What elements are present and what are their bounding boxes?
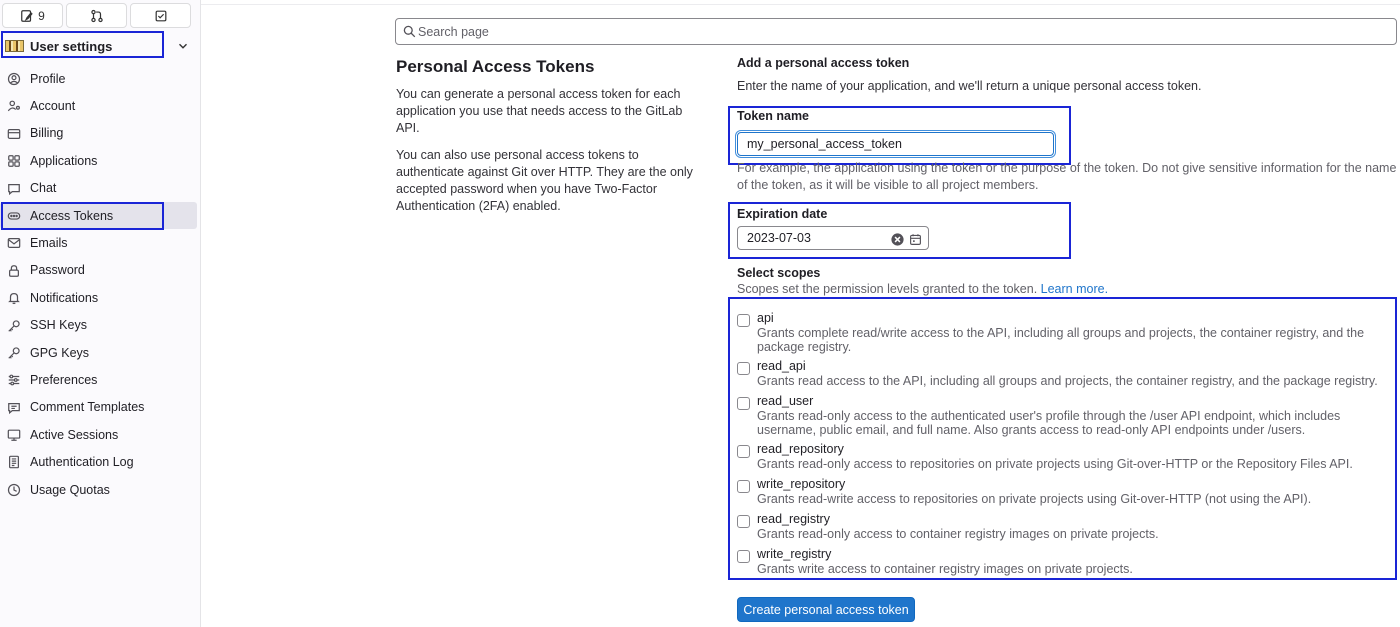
scope-description: Grants read-only access to container registry images on private projects. xyxy=(757,527,1159,541)
search-bar[interactable] xyxy=(395,18,1397,45)
sidebar-item-ssh-keys[interactable] xyxy=(0,312,201,339)
scope-description: Grants read-write access to repositories on private projects using Git-over-HTTP (not using the API). xyxy=(757,492,1312,506)
applications-icon xyxy=(7,154,21,168)
clear-icon[interactable] xyxy=(891,233,904,246)
sidebar-item-label: Chat xyxy=(30,181,57,196)
scope-item-write-repository xyxy=(737,477,1397,509)
scope-checkbox[interactable] xyxy=(737,480,750,493)
sidebar-item-label: Password xyxy=(30,263,85,278)
sidebar-item-account[interactable] xyxy=(0,92,201,119)
issues-count: 9 xyxy=(38,8,45,23)
scopes-help-text: Scopes set the permission levels granted to the token. xyxy=(737,282,1038,296)
intro-paragraph-2: You can also use personal access tokens to authenticate against Git over HTTP. They are the only accepted password when you have Two-Factor Authentication (2FA) enabled. xyxy=(396,148,693,213)
issues-icon xyxy=(20,9,34,23)
sidebar-item-label: Preferences xyxy=(30,372,98,387)
context-title: User settings xyxy=(30,39,113,54)
sidebar-item-emails[interactable] xyxy=(0,229,201,256)
billing-icon xyxy=(7,127,21,141)
scope-description: Grants read-only access to the authenticated user's profile through the /user API endpoint, which includes username, public email, and full name. Also grants access to read-only API endpoints under /users. xyxy=(757,409,1341,437)
sidebar-item-preferences[interactable] xyxy=(0,366,201,393)
scope-name: api xyxy=(757,311,774,325)
sidebar-item-label: Profile xyxy=(30,71,66,86)
scope-checkbox[interactable] xyxy=(737,515,750,528)
user-avatar xyxy=(5,40,24,52)
scope-item-read-repository xyxy=(737,442,1397,474)
sidebar-item-usage-quotas[interactable] xyxy=(0,476,201,503)
scope-checkbox[interactable] xyxy=(737,397,750,410)
key-icon xyxy=(7,346,21,360)
sidebar-item-label: Account xyxy=(30,99,76,114)
sidebar-item-notifications[interactable] xyxy=(0,284,201,311)
chat-icon xyxy=(7,182,21,196)
expiration-value: 2023-07-03 xyxy=(747,231,811,245)
intro-section xyxy=(396,57,716,225)
todo-icon xyxy=(154,9,168,23)
scope-item-read-registry xyxy=(737,512,1397,544)
scope-description: Grants read access to the API, including all groups and projects, the container registry, and the package registry. xyxy=(757,374,1378,388)
sidebar-item-label: Active Sessions xyxy=(30,427,119,442)
sidebar-item-label: Emails xyxy=(30,236,68,251)
sidebar-item-chat[interactable] xyxy=(0,175,201,202)
key-icon xyxy=(7,319,21,333)
token-name-help: For example, the application using the token or the purpose of the token. Do not give sensitive information for the name of the token, as it will be visible to all project members. xyxy=(737,161,1397,192)
chevron-down-icon xyxy=(176,39,190,53)
expiration-date-field[interactable] xyxy=(737,226,929,250)
sidebar-item-label: Usage Quotas xyxy=(30,482,110,497)
expiration-label: Expiration date xyxy=(737,207,828,221)
monitor-icon xyxy=(7,428,21,442)
sidebar-item-gpg-keys[interactable] xyxy=(0,339,201,366)
sidebar-item-label: GPG Keys xyxy=(30,345,90,360)
issues-button[interactable] xyxy=(2,3,63,28)
comment-icon xyxy=(7,401,21,415)
intro-paragraph-1: You can generate a personal access token for each application you use that needs access to the GitLab API. xyxy=(396,87,683,135)
scope-name: write_registry xyxy=(757,547,832,561)
page-title: Personal Access Tokens xyxy=(396,57,595,76)
sidebar-item-label: Billing xyxy=(30,126,64,141)
scope-name: read_api xyxy=(757,359,806,373)
scope-checkbox[interactable] xyxy=(737,314,750,327)
form-subheading: Enter the name of your application, and we'll return a unique personal access token. xyxy=(737,79,1202,93)
scope-checkbox[interactable] xyxy=(737,445,750,458)
email-icon xyxy=(7,236,21,250)
sidebar-item-access-tokens[interactable] xyxy=(0,202,197,229)
token-icon xyxy=(7,209,21,223)
token-name-label: Token name xyxy=(737,109,810,123)
sidebar-item-label: Authentication Log xyxy=(30,455,134,470)
scope-name: read_repository xyxy=(757,442,844,456)
search-input[interactable] xyxy=(396,19,1396,44)
sidebar-nav xyxy=(0,65,201,503)
sidebar-item-profile[interactable] xyxy=(0,65,201,92)
sidebar-item-label: Access Tokens xyxy=(30,208,114,223)
scopes-label: Select scopes xyxy=(737,266,821,280)
profile-icon xyxy=(7,72,21,86)
sidebar-item-label: SSH Keys xyxy=(30,318,87,333)
scope-item-api xyxy=(737,311,1397,355)
merge-requests-button[interactable] xyxy=(66,3,127,28)
scope-item-read-api xyxy=(737,359,1397,391)
form-heading: Add a personal access token xyxy=(737,56,910,70)
top-divider xyxy=(201,0,1400,5)
preferences-icon xyxy=(7,373,21,387)
log-icon xyxy=(7,455,21,469)
sidebar xyxy=(0,0,201,627)
search-icon xyxy=(403,25,416,38)
merge-request-icon xyxy=(90,9,104,23)
notifications-icon xyxy=(7,291,21,305)
context-switcher[interactable] xyxy=(0,31,201,61)
sidebar-item-active-sessions[interactable] xyxy=(0,421,201,448)
scope-name: read_user xyxy=(757,394,814,408)
sidebar-item-applications[interactable] xyxy=(0,147,201,174)
quota-icon xyxy=(7,483,21,497)
scope-description: Grants read-only access to repositories on private projects using Git-over-HTTP or the Repository Files API. xyxy=(757,457,1353,471)
create-token-button[interactable]: Create personal access token xyxy=(737,597,915,622)
sidebar-item-comment-templates[interactable] xyxy=(0,394,201,421)
sidebar-item-label: Comment Templates xyxy=(30,400,145,415)
scope-item-write-registry xyxy=(737,547,1397,579)
scope-name: read_registry xyxy=(757,512,830,526)
sidebar-item-password[interactable] xyxy=(0,257,201,284)
token-name-field[interactable] xyxy=(737,132,1054,156)
todos-button[interactable] xyxy=(130,3,191,28)
scopes-help xyxy=(737,281,1397,298)
token-name-value: my_personal_access_token xyxy=(747,137,902,151)
sidebar-item-billing[interactable] xyxy=(0,120,201,147)
account-icon xyxy=(7,99,21,113)
scope-item-read-user xyxy=(737,394,1397,438)
scope-description: Grants complete read/write access to the API, including all groups and projects, the container registry, and the package registry. xyxy=(757,326,1365,354)
sidebar-item-label: Applications xyxy=(30,153,98,168)
sidebar-item-authentication-log[interactable] xyxy=(0,448,201,475)
lock-icon xyxy=(7,264,21,278)
active-item-highlight xyxy=(1,202,164,230)
scope-checkbox[interactable] xyxy=(737,550,750,563)
learn-more-link[interactable]: Learn more. xyxy=(1040,282,1109,296)
scope-description: Grants write access to container registry images on private projects. xyxy=(757,562,1133,576)
calendar-icon[interactable] xyxy=(909,233,922,246)
scope-name: write_repository xyxy=(757,477,846,491)
scope-checkbox[interactable] xyxy=(737,362,750,375)
sidebar-item-label: Notifications xyxy=(30,290,99,305)
